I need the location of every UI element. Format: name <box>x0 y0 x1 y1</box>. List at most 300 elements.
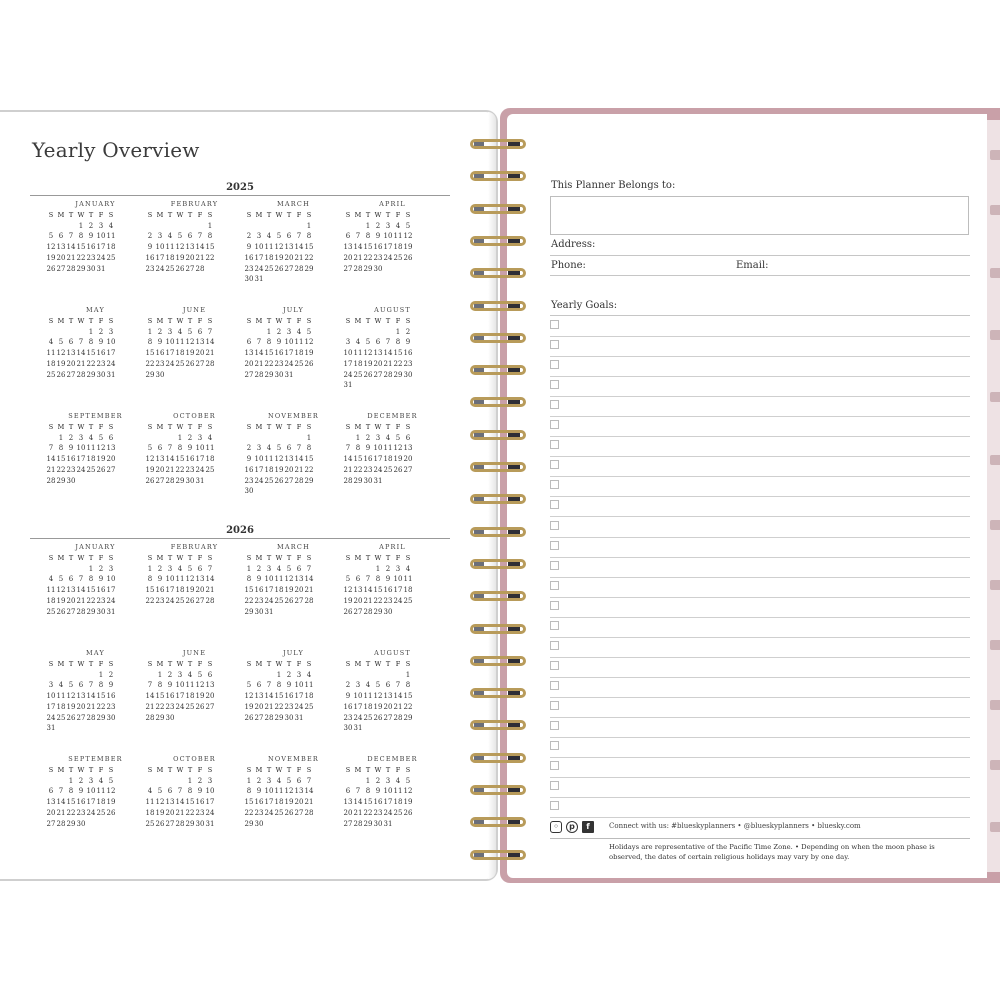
day-cell: 26 <box>373 713 383 722</box>
day-cell: 23 <box>145 264 155 273</box>
weekday-letter: F <box>197 423 203 431</box>
goal-row[interactable] <box>550 638 970 658</box>
weekday-letter: T <box>385 423 391 431</box>
day-cell: 1 <box>98 670 104 679</box>
day-cell: 20 <box>195 349 205 358</box>
day-cell <box>353 221 363 232</box>
month-calendar-december <box>343 753 442 859</box>
day-cell: 10 <box>353 692 363 701</box>
day-cell: 12 <box>274 455 284 464</box>
weekday-letter: W <box>275 660 283 668</box>
day-cell: 19 <box>244 702 254 711</box>
day-cell: 12 <box>403 787 413 796</box>
day-cell: 21 <box>145 702 155 711</box>
day-cell: 23 <box>284 702 294 711</box>
day-cell: 2 <box>167 670 173 679</box>
day-cell: 27 <box>66 370 76 379</box>
weekday-letter: F <box>296 554 302 562</box>
goal-checkbox[interactable] <box>550 561 559 570</box>
day-cell: 16 <box>185 455 195 464</box>
day-cell: 2 <box>187 433 193 442</box>
day-cell: 26 <box>343 607 353 616</box>
day-cell: 5 <box>276 232 282 241</box>
day-cell: 25 <box>96 808 106 817</box>
day-cell: 13 <box>46 798 56 807</box>
day-cell <box>363 564 373 575</box>
day-cell: 26 <box>304 359 314 368</box>
day-cell: 4 <box>108 221 114 230</box>
day-cell: 28 <box>353 819 363 828</box>
day-cell: 30 <box>244 275 254 284</box>
weekday-letter: W <box>176 317 184 325</box>
day-cell: 2 <box>405 327 411 336</box>
day-cell: 5 <box>48 232 54 241</box>
goal-checkbox[interactable] <box>550 801 559 810</box>
day-cell: 4 <box>88 433 94 442</box>
day-cell: 8 <box>177 444 183 453</box>
day-cell: 19 <box>284 586 294 595</box>
goal-row[interactable] <box>550 758 970 778</box>
month-tab[interactable] <box>990 392 1000 402</box>
day-cell: 3 <box>286 327 292 336</box>
goal-checkbox[interactable] <box>550 440 559 449</box>
day-cell <box>106 476 116 487</box>
spiral-coil <box>466 233 530 249</box>
day-cell: 14 <box>383 349 393 358</box>
day-cell: 4 <box>48 575 54 584</box>
month-grid <box>244 659 314 723</box>
goal-row[interactable] <box>550 598 970 618</box>
day-cell <box>304 819 314 830</box>
day-cell <box>145 221 155 232</box>
goal-checkbox[interactable] <box>550 741 559 750</box>
weekday-letter: W <box>374 766 382 774</box>
day-cell: 7 <box>147 681 153 690</box>
month-grid <box>46 422 116 486</box>
goal-row[interactable] <box>550 357 970 377</box>
goal-checkbox[interactable] <box>550 420 559 429</box>
goal-row[interactable] <box>550 377 970 397</box>
day-cell <box>96 723 106 734</box>
yearly-overview-page <box>0 110 498 881</box>
day-cell: 1 <box>375 564 381 573</box>
day-cell: 25 <box>205 465 215 474</box>
goal-row[interactable] <box>550 417 970 437</box>
month-name: SEPTEMBER <box>68 412 123 420</box>
day-cell: 11 <box>304 681 314 690</box>
day-cell: 22 <box>304 465 314 474</box>
weekday-letter: W <box>275 317 283 325</box>
day-cell: 23 <box>373 808 383 817</box>
month-tab[interactable] <box>990 268 1000 278</box>
weekday-letter: W <box>374 660 382 668</box>
day-cell <box>264 819 274 830</box>
weekday-letter: T <box>68 211 74 219</box>
weekday-letter: M <box>255 554 263 562</box>
day-cell <box>353 776 363 787</box>
day-cell: 28 <box>76 607 86 616</box>
day-cell: 22 <box>244 596 254 605</box>
day-cell: 24 <box>373 465 383 474</box>
day-cell: 5 <box>187 564 193 573</box>
address-line[interactable] <box>550 255 970 256</box>
weekday-letter: S <box>345 660 351 668</box>
day-cell: 3 <box>385 776 391 785</box>
day-cell: 17 <box>294 692 304 701</box>
day-cell: 23 <box>155 596 165 605</box>
day-cell: 17 <box>353 702 363 711</box>
day-cell: 30 <box>254 607 264 616</box>
day-cell: 12 <box>363 349 373 358</box>
day-cell: 25 <box>353 370 363 379</box>
month-tab[interactable] <box>990 640 1000 650</box>
weekday-letter: W <box>275 423 283 431</box>
day-cell: 27 <box>284 476 294 485</box>
day-cell: 21 <box>46 465 56 474</box>
weekday-letter: F <box>395 423 401 431</box>
day-cell <box>145 670 155 681</box>
month-calendar-july <box>244 304 343 410</box>
spiral-coil <box>466 168 530 184</box>
month-name: DECEMBER <box>367 412 418 420</box>
day-cell <box>86 819 96 830</box>
day-cell: 5 <box>276 444 282 453</box>
month-name: DECEMBER <box>367 755 418 763</box>
day-cell: 2 <box>345 681 351 690</box>
goal-checkbox[interactable] <box>550 781 559 790</box>
day-cell: 13 <box>205 681 215 690</box>
day-cell: 10 <box>165 575 175 584</box>
day-cell: 3 <box>108 327 114 336</box>
day-cell <box>383 327 393 338</box>
goal-row[interactable] <box>550 397 970 417</box>
weekday-letter: T <box>365 660 371 668</box>
day-cell: 20 <box>284 253 294 262</box>
goal-row[interactable] <box>550 317 970 337</box>
day-cell: 23 <box>155 359 165 368</box>
weekday-letter: F <box>197 554 203 562</box>
day-cell: 18 <box>205 455 215 464</box>
month-tab[interactable] <box>990 700 1000 710</box>
month-grid <box>145 422 215 486</box>
day-cell: 21 <box>66 253 76 262</box>
day-cell: 16 <box>254 586 264 595</box>
weekday-letter: T <box>286 766 292 774</box>
goal-checkbox[interactable] <box>550 621 559 630</box>
day-cell: 1 <box>395 327 401 336</box>
goal-row[interactable] <box>550 798 970 818</box>
day-cell <box>393 264 403 275</box>
month-grid <box>244 316 314 380</box>
day-cell <box>393 380 403 391</box>
day-cell: 13 <box>244 349 254 358</box>
day-cell <box>383 476 393 487</box>
goal-row[interactable] <box>550 698 970 718</box>
day-cell: 14 <box>304 787 314 796</box>
goal-checkbox[interactable] <box>550 721 559 730</box>
day-cell: 8 <box>306 232 312 241</box>
goal-row[interactable] <box>550 337 970 357</box>
day-cell: 18 <box>86 455 96 464</box>
goal-checkbox[interactable] <box>550 500 559 509</box>
day-cell <box>383 380 393 391</box>
goal-row[interactable] <box>550 497 970 517</box>
day-cell: 14 <box>393 692 403 701</box>
day-cell <box>165 433 175 444</box>
day-cell: 17 <box>76 455 86 464</box>
day-cell: 3 <box>98 221 104 230</box>
day-cell: 1 <box>58 433 64 442</box>
day-cell: 10 <box>373 444 383 453</box>
day-cell: 4 <box>276 564 282 573</box>
owner-name-field[interactable] <box>550 196 969 235</box>
day-cell: 2 <box>147 232 153 241</box>
weekday-letter: S <box>147 554 153 562</box>
month-grid <box>244 210 314 285</box>
month-name: JANUARY <box>75 543 116 551</box>
weekday-letter: S <box>207 211 213 219</box>
month-tab[interactable] <box>990 580 1000 590</box>
weekday-letter: M <box>255 766 263 774</box>
goal-checkbox[interactable] <box>550 641 559 650</box>
weekday-letter: T <box>286 660 292 668</box>
day-cell: 7 <box>365 575 371 584</box>
month-calendar-march <box>244 198 343 304</box>
footer-divider <box>550 838 970 839</box>
day-cell: 6 <box>246 338 252 347</box>
day-cell: 22 <box>66 808 76 817</box>
goal-row[interactable] <box>550 718 970 738</box>
month-calendar-april <box>343 198 442 304</box>
day-cell: 1 <box>355 433 361 442</box>
day-cell: 29 <box>56 476 66 485</box>
goal-row[interactable] <box>550 477 970 497</box>
goal-row[interactable] <box>550 618 970 638</box>
day-cell: 13 <box>254 692 264 701</box>
weekday-letter: F <box>98 554 104 562</box>
day-cell: 20 <box>56 253 66 262</box>
day-cell <box>304 370 314 381</box>
day-cell: 25 <box>56 713 66 722</box>
goal-checkbox[interactable] <box>550 460 559 469</box>
goal-row[interactable] <box>550 437 970 457</box>
day-cell: 28 <box>56 819 66 828</box>
weekday-letter: S <box>306 211 312 219</box>
day-cell: 19 <box>106 798 116 807</box>
day-cell: 8 <box>98 681 104 690</box>
month-tab[interactable] <box>990 520 1000 530</box>
day-cell: 19 <box>66 702 76 711</box>
day-cell: 6 <box>68 338 74 347</box>
day-cell: 2 <box>375 221 381 230</box>
weekday-letter: T <box>385 211 391 219</box>
weekday-letter: M <box>57 660 65 668</box>
month-name: JUNE <box>182 649 207 657</box>
goal-checkbox[interactable] <box>550 480 559 489</box>
weekday-letter: T <box>286 317 292 325</box>
day-cell: 19 <box>56 596 66 605</box>
goal-row[interactable] <box>550 738 970 758</box>
day-cell <box>96 819 106 830</box>
month-tab[interactable] <box>990 150 1000 160</box>
month-tab[interactable] <box>990 822 1000 832</box>
goal-row[interactable] <box>550 678 970 698</box>
day-cell: 4 <box>395 221 401 230</box>
day-cell: 28 <box>66 264 76 273</box>
day-cell: 28 <box>294 264 304 273</box>
day-cell <box>393 819 403 830</box>
weekday-letter: F <box>197 766 203 774</box>
weekday-letter: T <box>167 766 173 774</box>
year-label: 2026 <box>226 525 254 536</box>
day-cell: 13 <box>343 798 353 807</box>
day-cell: 3 <box>157 232 163 241</box>
day-cell: 14 <box>165 455 175 464</box>
goal-row[interactable] <box>550 658 970 678</box>
weekday-letter: M <box>255 660 263 668</box>
day-cell: 18 <box>106 243 116 252</box>
day-cell: 29 <box>264 370 274 379</box>
day-cell: 21 <box>343 465 353 474</box>
day-cell: 11 <box>264 243 274 252</box>
day-cell: 19 <box>363 359 373 368</box>
goal-checkbox[interactable] <box>550 541 559 550</box>
day-cell: 7 <box>296 232 302 241</box>
spiral-coil <box>466 524 530 540</box>
day-cell: 10 <box>165 338 175 347</box>
day-cell: 23 <box>96 596 106 605</box>
day-cell <box>106 723 116 734</box>
day-cell: 28 <box>205 359 215 368</box>
goal-checkbox[interactable] <box>550 320 559 329</box>
day-cell: 7 <box>167 444 173 453</box>
goal-row[interactable] <box>550 558 970 578</box>
day-cell: 20 <box>403 455 413 464</box>
day-cell: 3 <box>167 327 173 336</box>
goal-checkbox[interactable] <box>550 601 559 610</box>
day-cell: 4 <box>177 564 183 573</box>
goal-checkbox[interactable] <box>550 701 559 710</box>
month-tab[interactable] <box>990 205 1000 215</box>
day-cell: 31 <box>284 370 294 379</box>
goal-checkbox[interactable] <box>550 400 559 409</box>
weekday-letter: S <box>48 423 54 431</box>
day-cell: 17 <box>373 455 383 464</box>
day-cell: 12 <box>155 798 165 807</box>
day-cell: 16 <box>373 798 383 807</box>
goal-checkbox[interactable] <box>550 661 559 670</box>
goal-checkbox[interactable] <box>550 681 559 690</box>
goal-row[interactable] <box>550 778 970 798</box>
weekday-letter: T <box>167 317 173 325</box>
goal-checkbox[interactable] <box>550 521 559 530</box>
day-cell: 26 <box>403 253 413 262</box>
day-cell: 11 <box>56 692 66 701</box>
day-cell: 16 <box>66 455 76 464</box>
day-cell: 25 <box>46 370 56 379</box>
day-cell: 7 <box>355 232 361 241</box>
day-cell: 14 <box>175 798 185 807</box>
spiral-coil <box>466 427 530 443</box>
day-cell: 10 <box>254 455 264 464</box>
day-cell: 2 <box>286 670 292 679</box>
day-cell: 16 <box>244 253 254 262</box>
month-tab[interactable] <box>990 330 1000 340</box>
day-cell <box>86 476 96 487</box>
weekday-letter: T <box>365 766 371 774</box>
day-cell: 22 <box>403 702 413 711</box>
day-cell: 11 <box>274 575 284 584</box>
month-tab[interactable] <box>990 455 1000 465</box>
facebook-icon: f <box>582 821 594 833</box>
goal-row[interactable] <box>550 457 970 477</box>
day-cell: 25 <box>393 808 403 817</box>
month-name: SEPTEMBER <box>68 755 123 763</box>
goal-checkbox[interactable] <box>550 380 559 389</box>
goal-row[interactable] <box>550 518 970 538</box>
day-cell: 20 <box>294 798 304 807</box>
day-cell: 31 <box>294 713 304 722</box>
goal-checkbox[interactable] <box>550 761 559 770</box>
day-cell: 11 <box>264 455 274 464</box>
day-cell <box>46 221 56 232</box>
day-cell: 30 <box>195 819 205 828</box>
day-cell: 7 <box>58 787 64 796</box>
day-cell <box>393 476 403 487</box>
goal-row[interactable] <box>550 578 970 598</box>
day-cell: 1 <box>266 327 272 336</box>
spiral-coil <box>466 265 530 281</box>
weekday-letter: S <box>147 766 153 774</box>
day-cell: 14 <box>294 243 304 252</box>
weekday-letter: S <box>246 660 252 668</box>
month-tab[interactable] <box>990 760 1000 770</box>
day-cell: 24 <box>353 713 363 722</box>
goal-checkbox[interactable] <box>550 340 559 349</box>
day-cell: 2 <box>68 433 74 442</box>
day-cell: 5 <box>306 327 312 336</box>
phone-email-line[interactable] <box>550 275 970 276</box>
day-cell: 12 <box>185 338 195 347</box>
weekday-letter: S <box>48 766 54 774</box>
day-cell <box>56 670 66 681</box>
year-2026-block <box>30 525 450 859</box>
goal-checkbox[interactable] <box>550 360 559 369</box>
day-cell: 6 <box>207 670 213 679</box>
weekday-letter: S <box>405 211 411 219</box>
day-cell <box>294 370 304 381</box>
day-cell: 1 <box>405 670 411 679</box>
day-cell: 20 <box>353 596 363 605</box>
day-cell: 28 <box>363 607 373 616</box>
day-cell: 27 <box>155 476 165 485</box>
day-cell: 20 <box>244 359 254 368</box>
day-cell: 22 <box>363 253 373 262</box>
day-cell: 22 <box>145 359 155 368</box>
day-cell: 29 <box>363 264 373 273</box>
day-cell: 18 <box>403 586 413 595</box>
weekday-letter: W <box>374 423 382 431</box>
month-calendar-september <box>46 410 145 516</box>
day-cell: 20 <box>46 808 56 817</box>
day-cell: 29 <box>244 607 254 616</box>
goal-checkbox[interactable] <box>550 581 559 590</box>
goal-row[interactable] <box>550 538 970 558</box>
day-cell: 6 <box>256 681 262 690</box>
day-cell: 14 <box>145 692 155 701</box>
day-cell: 28 <box>294 476 304 485</box>
day-cell: 26 <box>244 713 254 722</box>
